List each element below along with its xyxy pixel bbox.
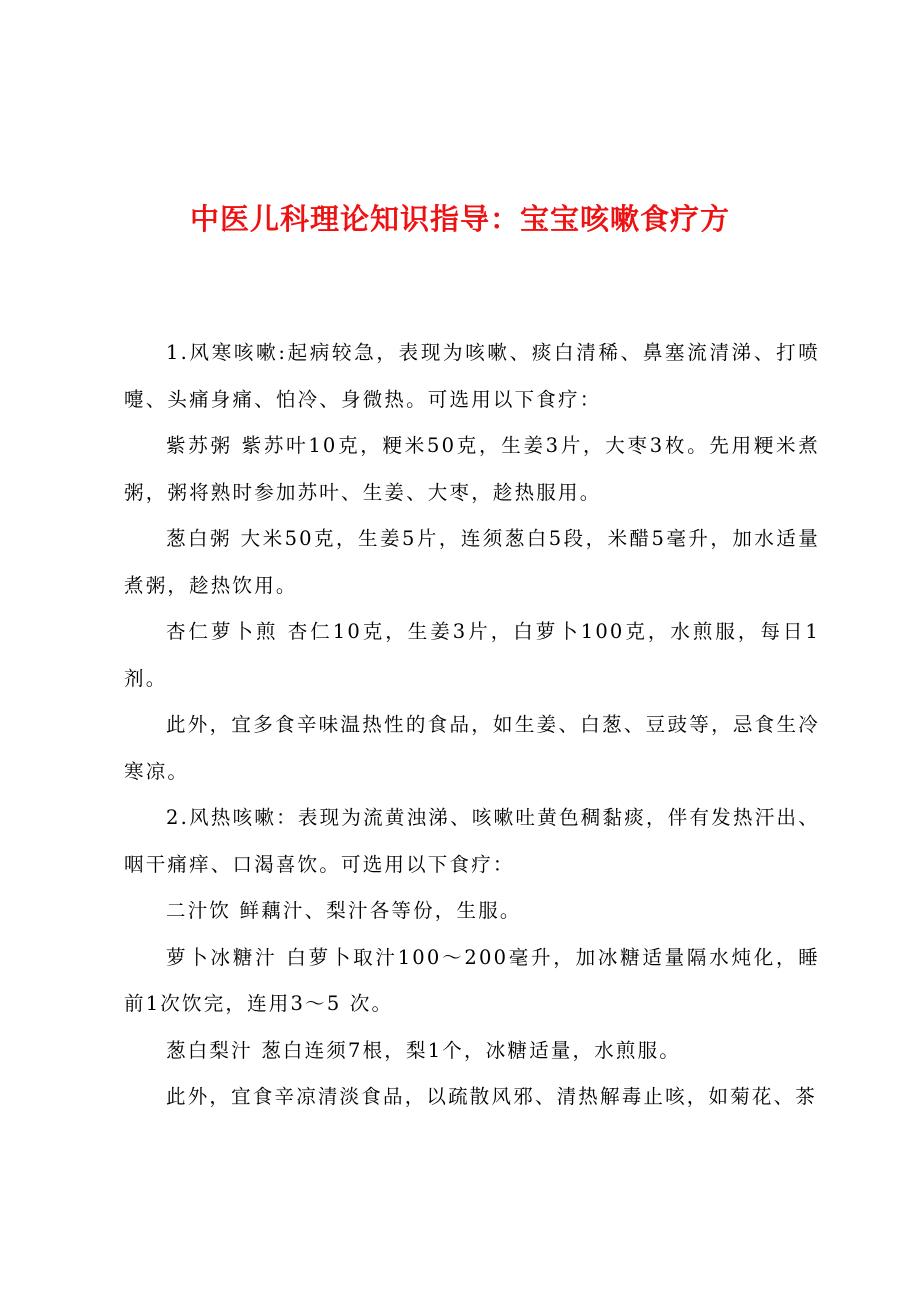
paragraph-almond-radish-decoction: 杏仁萝卜煎 杏仁10克，生姜3片，白萝卜100克，水煎服，每日1剂。 [124, 620, 820, 690]
paragraph-two-juice-drink: 二汁饮 鲜藕汁、梨汁各等份，生服。 [166, 899, 522, 922]
paragraph-cool-diet-advice: 此外，宜食辛凉清淡食品，以疏散风邪、清热解毒止咳，如菊花、茶 [166, 1085, 818, 1108]
paragraph-perilla-porridge: 紫苏粥 紫苏叶10克，粳米50克，生姜3片，大枣3枚。先用粳米煮粥，粥将熟时参加苏叶、生姜、大枣，趁热服用。 [124, 434, 820, 504]
paragraph-scallion-pear-juice: 葱白梨汁 葱白连须7根，梨1个，冰糖适量，水煎服。 [166, 1038, 682, 1062]
document-title: 中医儿科理论知识指导：宝宝咳嗽食疗方 [189, 202, 730, 236]
paragraph-wind-heat-cough: 2.风热咳嗽：表现为流黄浊涕、咳嗽吐黄色稠黏痰，伴有发热汗出、咽干痛痒、口渴喜饮。可选用以下食疗： [124, 806, 820, 876]
paragraph-scallion-porridge: 葱白粥 大米50克，生姜5片，连须葱白5段，米醋5毫升，加水适量煮粥，趁热饮用。 [124, 527, 820, 597]
document-body [124, 330, 820, 1121]
paragraph-warm-diet-advice: 此外，宜多食辛味温热性的食品，如生姜、白葱、豆豉等，忌食生冷寒凉。 [124, 713, 820, 783]
paragraph-radish-sugar-juice: 萝卜冰糖汁 白萝卜取汁100～200毫升，加冰糖适量隔水炖化，睡前1次饮完，连用3～5 次。 [124, 945, 820, 1015]
paragraph-wind-cold-cough: 1.风寒咳嗽:起病较急，表现为咳嗽、痰白清稀、鼻塞流清涕、打喷嚏、头痛身痛、怕冷、身微热。可选用以下食疗： [124, 341, 820, 411]
